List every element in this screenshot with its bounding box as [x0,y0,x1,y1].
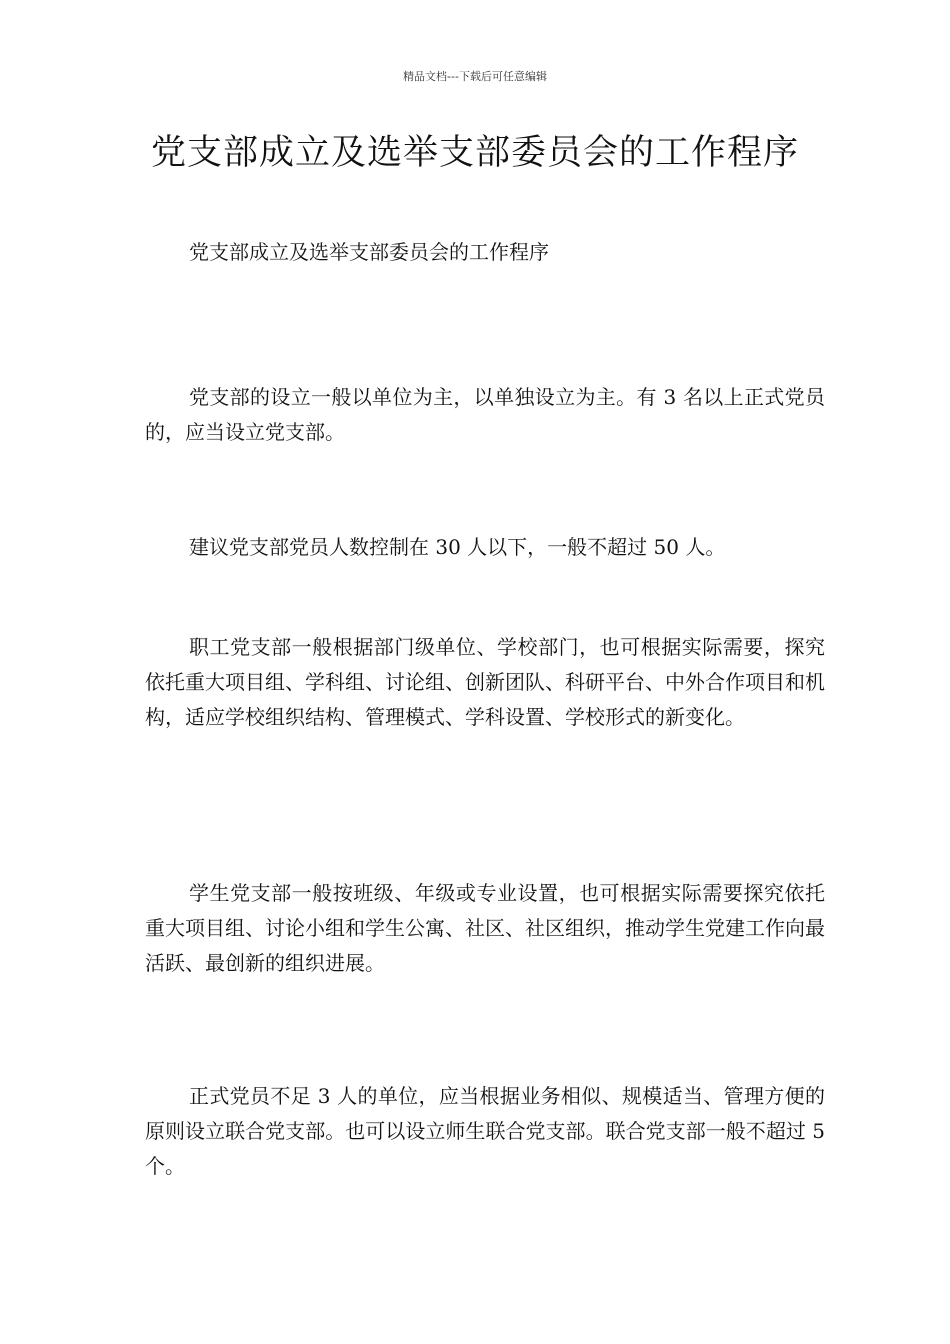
paragraph-4: 学生党支部一般按班级、年级或专业设置，也可根据实际需要探究依托重大项目组、讨论小组和学生公寓、社区、社区组织，推动学生党建工作向最活跃、最创新的组织进展。 [145,881,825,975]
paragraph-3: 职工党支部一般根据部门级单位、学校部门，也可根据实际需要，探究依托重大项目组、学科组、讨论组、创新团队、科研平台、中外合作项目和机构，适应学校组织结构、管理模式、学科设置、学校形式的新变化。 [145,635,825,729]
document-subtitle: 党支部成立及选举支部委员会的工作程序 [189,240,549,264]
paragraph-1: 党支部的设立一般以单位为主，以单独设立为主。有 3 名以上正式党员的，应当设立党支部。 [145,385,825,444]
paragraph-5: 正式党员不足 3 人的单位，应当根据业务相似、规模适当、管理方便的原则设立联合党支部。也可以设立师生联合党支部。联合党支部一般不超过 5 个。 [145,1084,825,1178]
document-title: 党支部成立及选举支部委员会的工作程序 [150,133,799,173]
header-note: 精品文档---下载后可任意编辑 [403,70,547,83]
paragraph-2: 建议党支部党员人数控制在 30 人以下，一般不超过 50 人。 [189,535,726,559]
